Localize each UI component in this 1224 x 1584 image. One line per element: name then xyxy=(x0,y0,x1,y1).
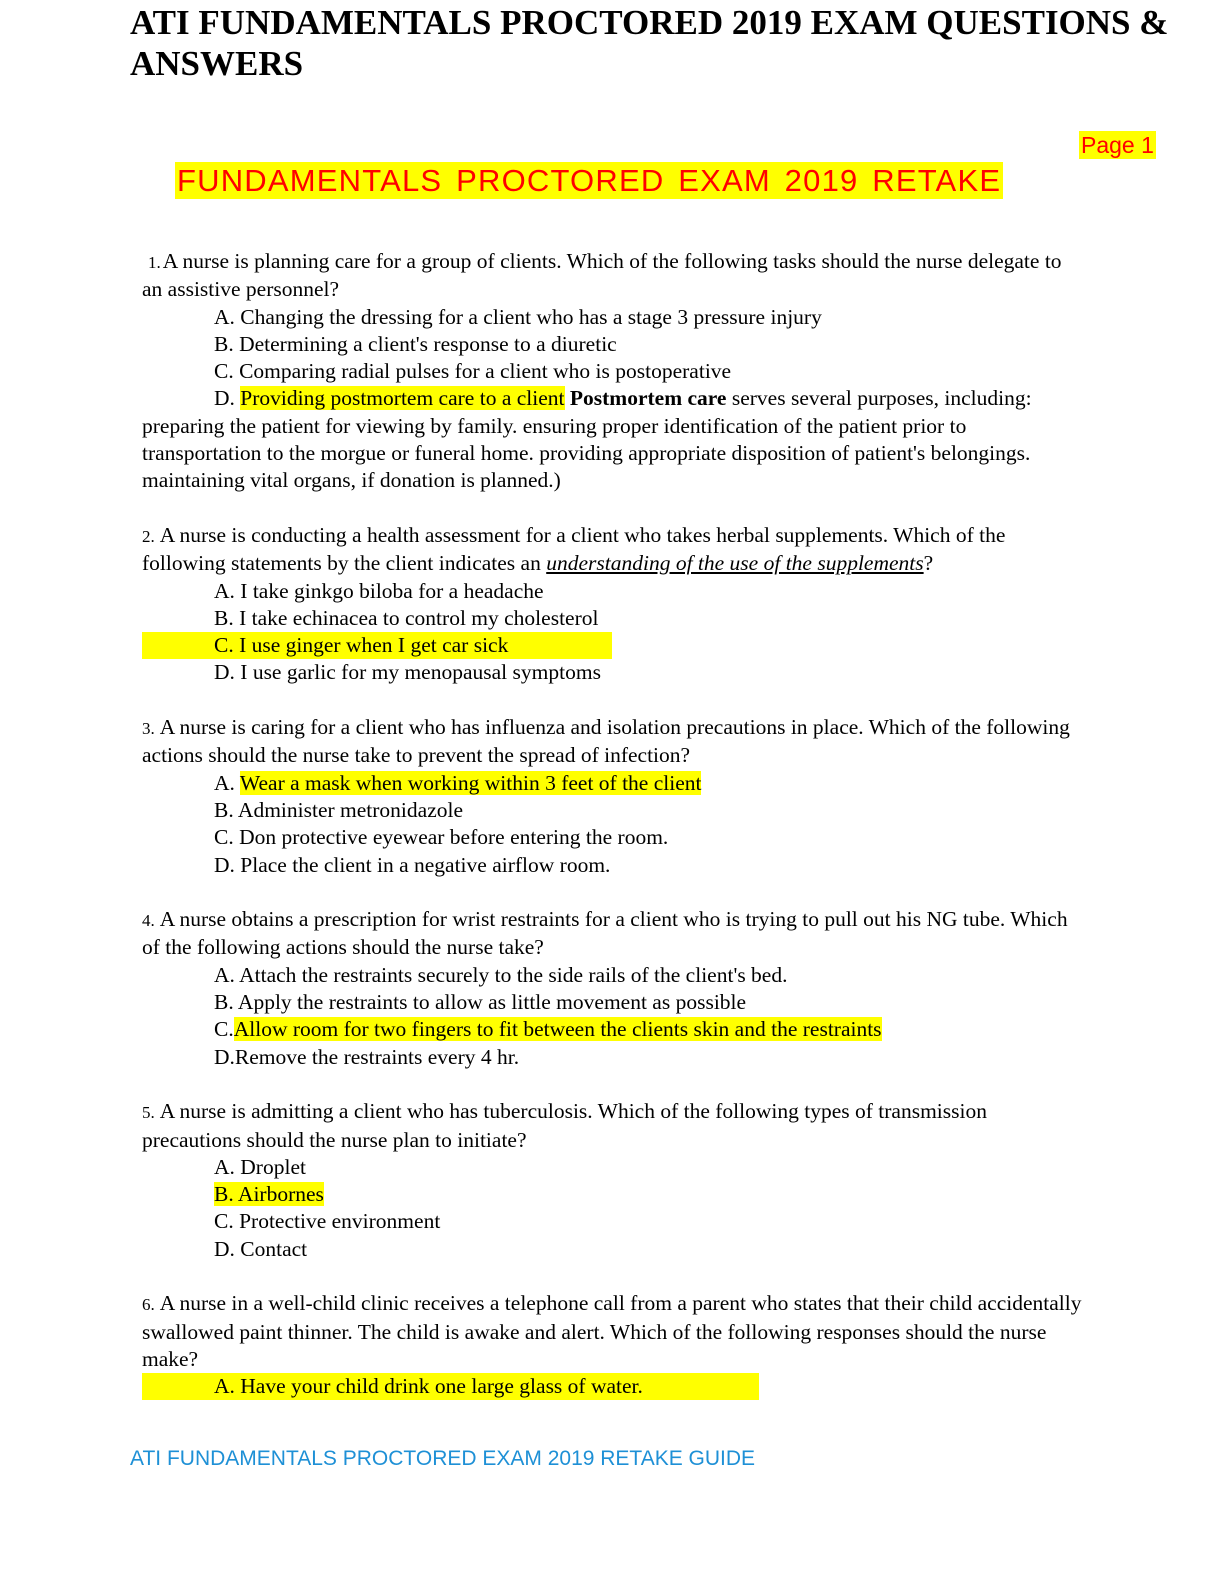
answer-option: C. Don protective eyewear before entering the room. xyxy=(214,825,669,850)
answer-option: D. Place the client in a negative airflow room. xyxy=(214,852,611,877)
rationale-term: Postmortem care xyxy=(569,386,727,411)
question-number: 3. xyxy=(142,719,155,739)
question-list xyxy=(142,248,1082,1428)
question-2 xyxy=(142,522,1082,687)
answer-option: C. Comparing radial pulses for a client who is postoperative xyxy=(214,359,732,384)
question-number: 2. xyxy=(142,526,155,546)
answer-option: B. Determining a client's response to a diuretic xyxy=(214,331,617,356)
question-1 xyxy=(142,248,1082,495)
question-number: 1. xyxy=(148,253,161,272)
question-stem: 4. A nurse obtains a prescription for wrist restraints for a client who is trying to pull out his NG tube. Which of the following actions should the nurse take? xyxy=(142,907,1068,960)
answer-options xyxy=(142,962,1082,1071)
answer-option: D. Contact xyxy=(214,1236,308,1261)
answer-option xyxy=(142,632,1082,659)
answer-options xyxy=(142,1154,1082,1263)
question-stem: 2. A nurse is conducting a health assessment for a client who takes herbal supplements. Which of the following statements by the client indicates an understanding of the use of the supplements? xyxy=(142,522,1006,576)
question-6 xyxy=(142,1290,1082,1400)
question-stem xyxy=(142,248,1082,304)
answer-option: A. I take ginkgo biloba for a headache xyxy=(214,578,544,603)
question-text: A nurse is planning care for a group of clients. Which of the following tasks should the nurse delegate to an assistive personnel? xyxy=(142,249,1062,302)
question-number: 5. xyxy=(142,1103,155,1123)
answer-options xyxy=(142,770,1082,879)
question-stem: 3. A nurse is caring for a client who has influenza and isolation precautions in place. Which of the following actions should the nurse take to prevent the spread of infection? xyxy=(142,715,1070,768)
answer-option: B. I take echinacea to control my cholesterol xyxy=(214,605,599,630)
answer-option: A. Attach the restraints securely to the side rails of the client's bed. xyxy=(214,962,788,987)
answer-option: C. Protective environment xyxy=(214,1209,441,1234)
answer-option: B. Administer metronidazole xyxy=(214,797,464,822)
answer-with-rationale: D. Providing postmortem care to a client Postmortem care serves several purposes, including: preparing the patient for viewing by family. ensuring proper identification of the patient prior to transportation to the morgue or funeral home. providing appropriate disposition of patient's belongings. maintaining vital organs, if donation is planned.) xyxy=(142,386,1032,493)
answer-option: B. Apply the restraints to allow as little movement as possible xyxy=(214,990,747,1015)
correct-answer-highlight: Allow room for two fingers to fit between the clients skin and the restraints xyxy=(233,1017,882,1042)
emphasized-phrase: understanding of the use of the supplements xyxy=(546,551,924,576)
answer-option: A. Changing the dressing for a client who has a stage 3 pressure injury xyxy=(214,304,822,329)
question-number: 6. xyxy=(142,1295,155,1315)
question-stem: 5. A nurse is admitting a client who has tuberculosis. Which of the following types of transmission precautions should the nurse plan to initiate? xyxy=(142,1099,987,1152)
answer-option: A. Wear a mask when working within 3 feet of the client xyxy=(214,770,702,795)
document-footer: ATI FUNDAMENTALS PROCTORED EXAM 2019 RETAKE GUIDE xyxy=(130,1447,756,1470)
correct-answer-highlight: Wear a mask when working within 3 feet of the client xyxy=(239,770,702,795)
answer-option: A. Droplet xyxy=(214,1154,306,1179)
answer-option: D.Remove the restraints every 4 hr. xyxy=(214,1044,520,1069)
page-number-label: Page 1 xyxy=(1081,132,1154,158)
question-4 xyxy=(142,906,1082,1071)
question-3 xyxy=(142,714,1082,879)
answer-options xyxy=(142,304,1082,386)
rationale-text: serves several purposes, including: preparing the patient for viewing by family. ensuring proper identification of the patient prior to transportation to the morgue or funeral home. providing appropriate disposition of patient's belongings. maintaining vital organs, if donation is planned.) xyxy=(142,386,1032,493)
question-stem: 6. A nurse in a well-child clinic receives a telephone call from a parent who states that their child accidentally swallowed paint thinner. The child is awake and alert. Which of the following responses should the nurse make? xyxy=(142,1291,1082,1371)
correct-answer-highlight: C. I use ginger when I get car sick xyxy=(142,632,612,659)
correct-answer-highlight: A. Have your child drink one large glass of water. xyxy=(142,1373,759,1400)
answer-options xyxy=(142,578,1082,687)
answer-option: C.Allow room for two fingers to fit between the clients skin and the restraints xyxy=(214,1017,882,1042)
correct-answer-highlight: B. Airbornes xyxy=(214,1182,324,1207)
question-number: 4. xyxy=(142,911,155,931)
answer-option xyxy=(142,1373,1082,1400)
answer-options xyxy=(142,1373,1082,1400)
question-5 xyxy=(142,1098,1082,1263)
correct-answer-highlight: Providing postmortem care to a client xyxy=(240,386,565,411)
document-title: ATI FUNDAMENTALS PROCTORED 2019 EXAM QUESTIONS & ANSWERS xyxy=(130,3,1169,83)
answer-option: D. I use garlic for my menopausal symptoms xyxy=(214,660,601,685)
exam-heading: FUNDAMENTALS PROCTORED EXAM 2019 RETAKE xyxy=(177,163,1002,198)
answer-option xyxy=(142,1181,1082,1208)
